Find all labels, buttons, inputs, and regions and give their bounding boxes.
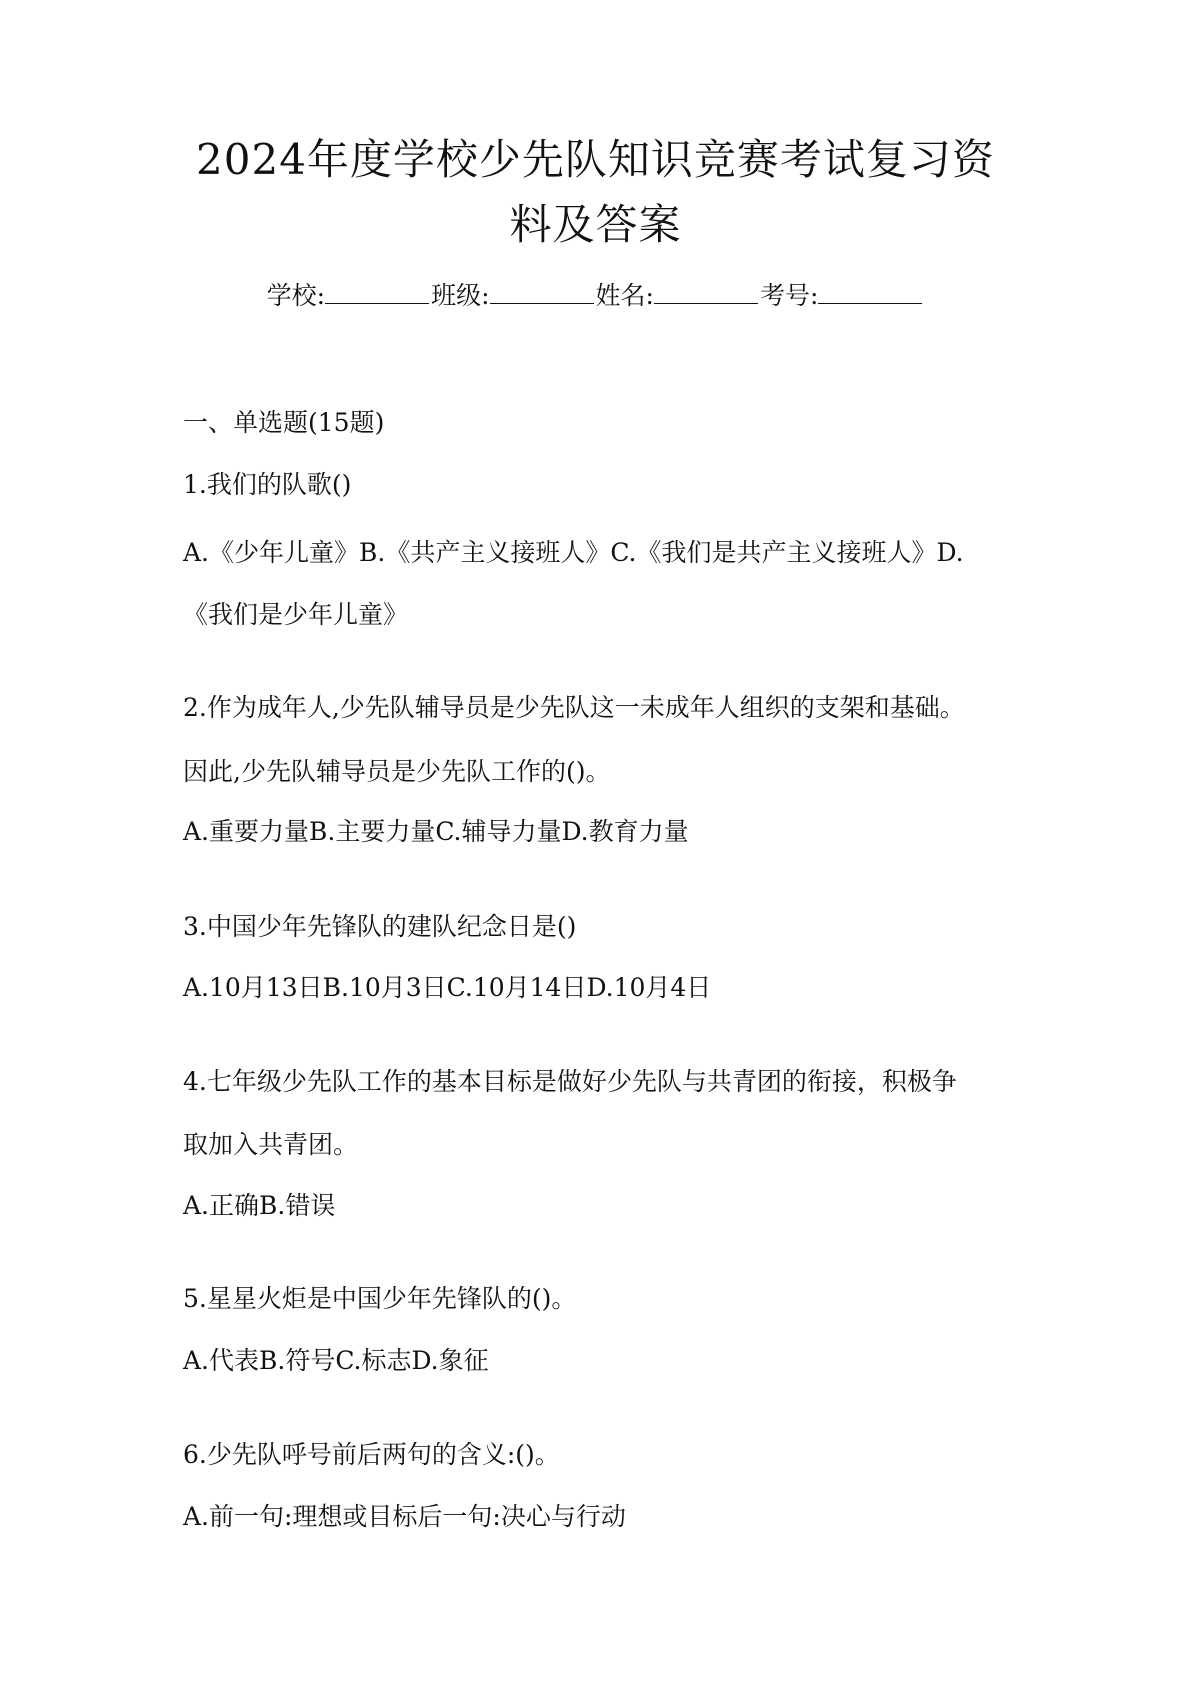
school-blank [325,279,429,304]
question-1-options-cont: 《我们是少年儿童》 [183,600,409,629]
question-1-options: A.《少年儿童》B.《共产主义接班人》C.《我们是共产主义接班人》D. [183,538,964,567]
exam-number-blank [818,279,922,304]
question-3-options: A.10月13日B.10月3日C.10月14日D.10月4日 [183,973,712,1002]
name-label: 姓名: [595,281,654,310]
document-title-line-1: 2024年度学校少先队知识竞赛考试复习资 [196,135,995,184]
school-label: 学校: [266,281,326,310]
question-4-stem-cont: 取加入共青团。 [183,1130,359,1159]
name-blank [654,279,758,304]
class-label: 班级: [431,281,490,310]
question-3-stem: 3.中国少年先锋队的建队纪念日是() [183,912,577,941]
question-6-options: A.前一句:理想或目标后一句:决心与行动 [183,1502,626,1531]
question-4-options: A.正确B.错误 [183,1191,336,1220]
section-heading: 一、单选题(15题) [183,408,385,437]
student-info-fields [0,278,1191,314]
question-6-stem: 6.少先队呼号前后两句的含义:()。 [183,1440,560,1469]
question-2-stem: 2.作为成年人,少先队辅导员是少先队这一未成年人组织的支架和基础。 [183,693,965,722]
question-4-stem: 4.七年级少先队工作的基本目标是做好少先队与共青团的衔接，积极争 [183,1067,957,1096]
question-5-options: A.代表B.符号C.标志D.象征 [183,1346,489,1375]
question-2-options: A.重要力量B.主要力量C.辅导力量D.教育力量 [183,817,689,846]
question-2-stem-cont: 因此,少先队辅导员是少先队工作的()。 [183,757,611,786]
question-5-stem: 5.星星火炬是中国少年先锋队的()。 [183,1284,577,1313]
class-blank [490,279,594,304]
document-title-line-2: 料及答案 [509,200,682,249]
question-1-stem: 1.我们的队歌() [183,470,352,499]
exam-number-label: 考号: [759,281,819,310]
